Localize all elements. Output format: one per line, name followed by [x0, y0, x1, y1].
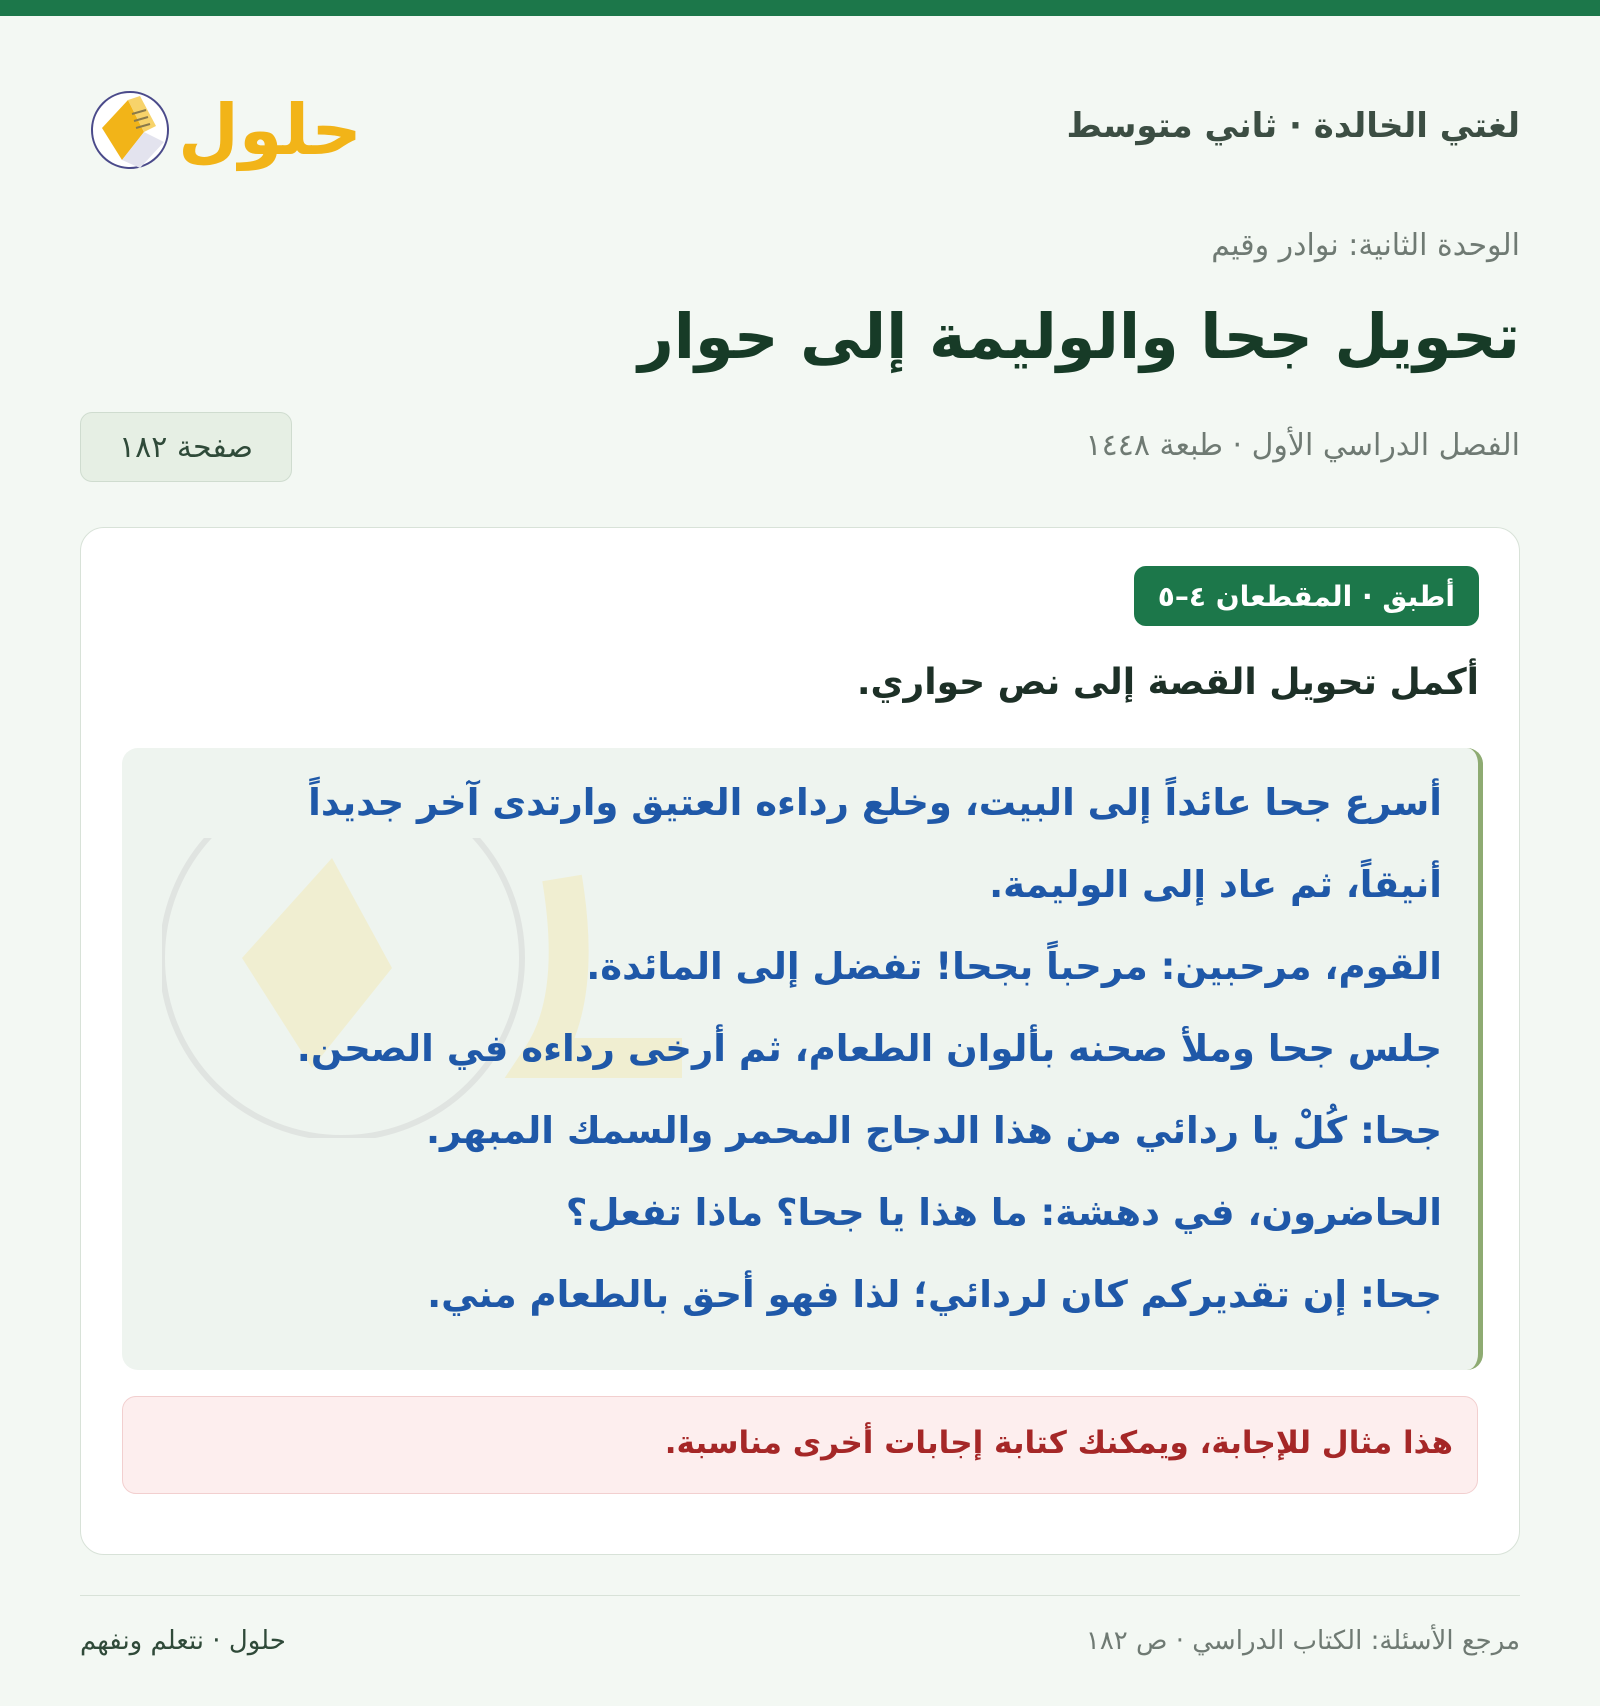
exercise-card	[80, 527, 1520, 1555]
questions-reference: مرجع الأسئلة: الكتاب الدراسي · ص ١٨٢	[1085, 1626, 1520, 1656]
footer-divider	[80, 1595, 1520, 1596]
footer-brand: حلول · نتعلم ونفهم	[80, 1626, 286, 1656]
passage-line: جحا: إن تقديركم كان لردائي؛ لذا فهو أحق بالطعام مني.	[427, 1273, 1442, 1316]
page-number-badge: صفحة ١٨٢	[80, 412, 292, 482]
unit-name: الوحدة الثانية: نوادر وقيم	[1211, 228, 1520, 263]
logo-wordmark: حلول	[178, 89, 362, 171]
course-title: لغتي الخالدة · ثاني متوسط	[1066, 106, 1520, 146]
passage-line: أسرع جحا عائداً إلى البيت، وخلع رداءه العتيق وارتدى آخر جديداً	[308, 781, 1442, 824]
hulul-logo[interactable]	[80, 70, 370, 190]
exercise-instruction: أكمل تحويل القصة إلى نص حواري.	[856, 662, 1479, 703]
passage-line: جلس جحا وملأ صحنه بألوان الطعام، ثم أرخى رداءه في الصحن.	[296, 1027, 1442, 1070]
passage-line: أنيقاً، ثم عاد إلى الوليمة.	[989, 863, 1442, 906]
passage-lines	[158, 762, 1442, 1336]
passage-line: القوم، مرحبين: مرحباً بجحا! تفضل إلى المائدة.	[586, 945, 1442, 988]
answer-passage	[122, 748, 1483, 1370]
passage-line: الحاضرون، في دهشة: ما هذا يا جحا؟ ماذا تفعل؟	[565, 1191, 1442, 1234]
header	[80, 70, 1520, 190]
answer-note-text: هذا مثال للإجابة، ويمكنك كتابة إجابات أخرى مناسبة.	[664, 1425, 1453, 1461]
term-edition: الفصل الدراسي الأول · طبعة ١٤٤٨	[1085, 428, 1520, 463]
book-pencil-logo-icon	[92, 92, 168, 168]
answer-note	[122, 1396, 1478, 1494]
section-badge: أطبق · المقطعان ٤–٥	[1134, 566, 1479, 626]
passage-line: جحا: كُلْ يا ردائي من هذا الدجاج المحمر والسمك المبهر.	[425, 1109, 1442, 1152]
page-title: تحويل جحا والوليمة إلى حوار	[638, 300, 1520, 373]
top-accent-bar	[0, 0, 1600, 16]
